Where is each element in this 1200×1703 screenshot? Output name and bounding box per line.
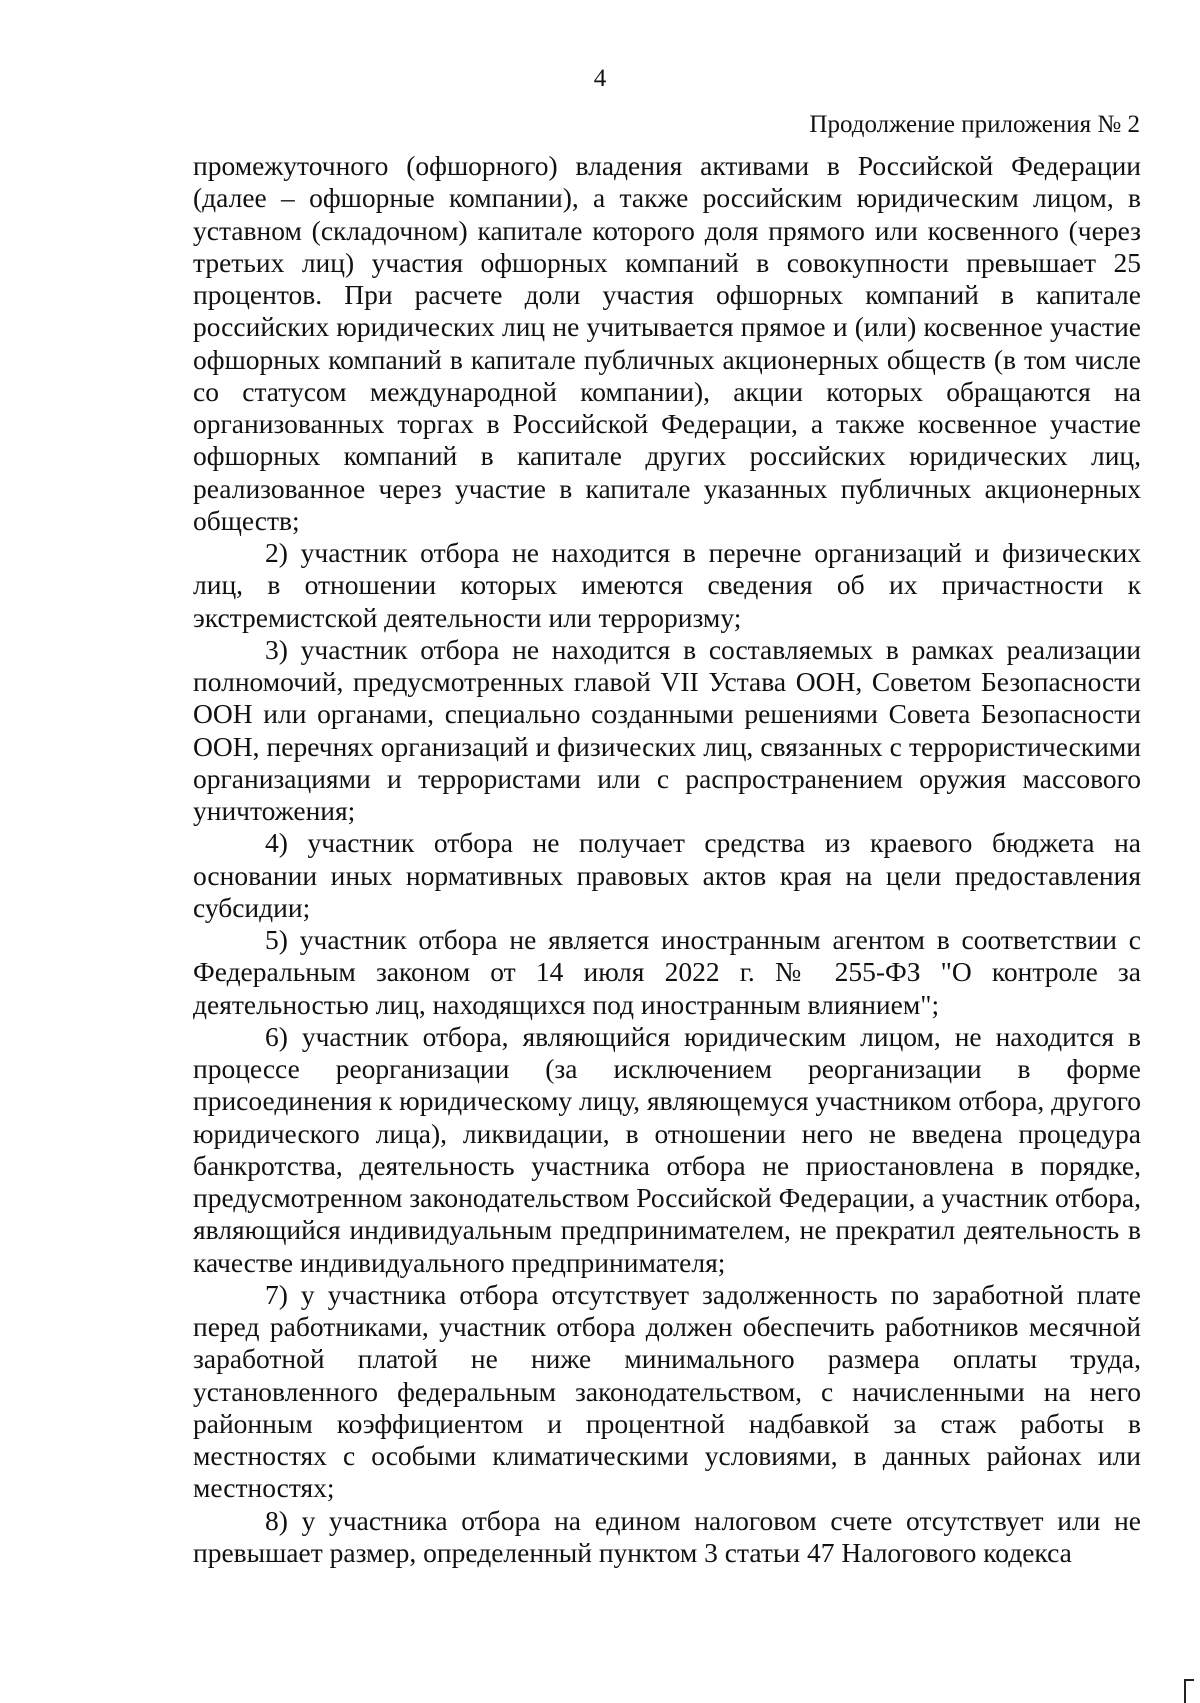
continuation-label: Продолжение приложения № 2 bbox=[809, 111, 1140, 138]
paragraph-item-6: 6) участник отбора, являющийся юридическим лицом, не находится в процессе реорганизации (за исключением реорганизации в форме присоединения к юридическому лицу, являющемуся участником отбора, другого юридического лица), ликвидации, в отношении него не введена процедура банкротства, деятельность участника отбора не приостановлена в порядке, предусмотренном законодательством Российской Федерации, а участник отбора, являющийся индивидуальным предпринимателем, не прекратил деятельность в качестве индивидуального предпринимателя; bbox=[193, 1020, 1142, 1278]
paragraph-item-5: 5) участник отбора не является иностранным агентом в соответствии с Федеральным законом от 14 июля 2022 г. № 255-ФЗ "О контроле за деятельностью лиц, находящихся под иностранным влиянием"; bbox=[193, 924, 1141, 1020]
page-number: 4 bbox=[593, 65, 607, 92]
paragraph-item-4: 4) участник отбора не получает средства из краевого бюджета на основании иных нормативных правовых актов края на цели предоставления субсидии; bbox=[193, 827, 1141, 923]
paragraph-offshore-continuation: промежуточного (офшорного) владения активами в Российской Федерации (далее – офшорные компании), а также российским юридическим лицом, в уставном (складочном) капитале которого доля прямого или косвенного (через третьих лиц) участия офшорных компаний в совокупности превышает 25 процентов. При расчете доли участия офшорных компаний в капитале российских юридических лиц не учитывается прямое и (или) косвенное участие офшорных компаний в капитале публичных акционерных обществ (в том числе со статусом международной компании), акции которых обращаются на организованных торгах в Российской Федерации, а также косвенное участие офшорных компаний в капитале других российских юридических лиц, реализованное через участие в капитале указанных публичных акционерных обществ; bbox=[193, 150, 1141, 536]
paragraph-item-3: 3) участник отбора не находится в составляемых в рамках реализации полномочий, предусмотренных главой VII Устава ООН, Советом Безопасности ООН или органами, специально созданными решениями Совета Безопасности ООН, перечнях организаций и физических лиц, связанных с террористическими организациями и террористами или с распространением оружия массового уничтожения; bbox=[193, 633, 1141, 826]
scan-corner-mark bbox=[1184, 1679, 1194, 1703]
paragraph-item-7: 7) у участника отбора отсутствует задолженность по заработной плате перед работниками, участник отбора должен обеспечить работников месячной заработной платой не ниже минимального размера оплаты труда, установленного федеральным законодательством, с начисленными на него районным коэффициентом и процентной надбавкой за стаж работы в местностях с особыми климатическими условиями, в данных районах или местностях; bbox=[193, 1278, 1141, 1504]
document-body bbox=[193, 150, 1141, 1569]
paragraph-item-8: 8) у участника отбора на едином налоговом счете отсутствует или не превышает размер, определенный пунктом 3 статьи 47 Налогового кодекса bbox=[193, 1504, 1141, 1568]
paragraph-item-2: 2) участник отбора не находится в перечне организаций и физических лиц, в отношении которых имеются сведения об их причастности к экстремистской деятельности или терроризму; bbox=[193, 537, 1141, 633]
